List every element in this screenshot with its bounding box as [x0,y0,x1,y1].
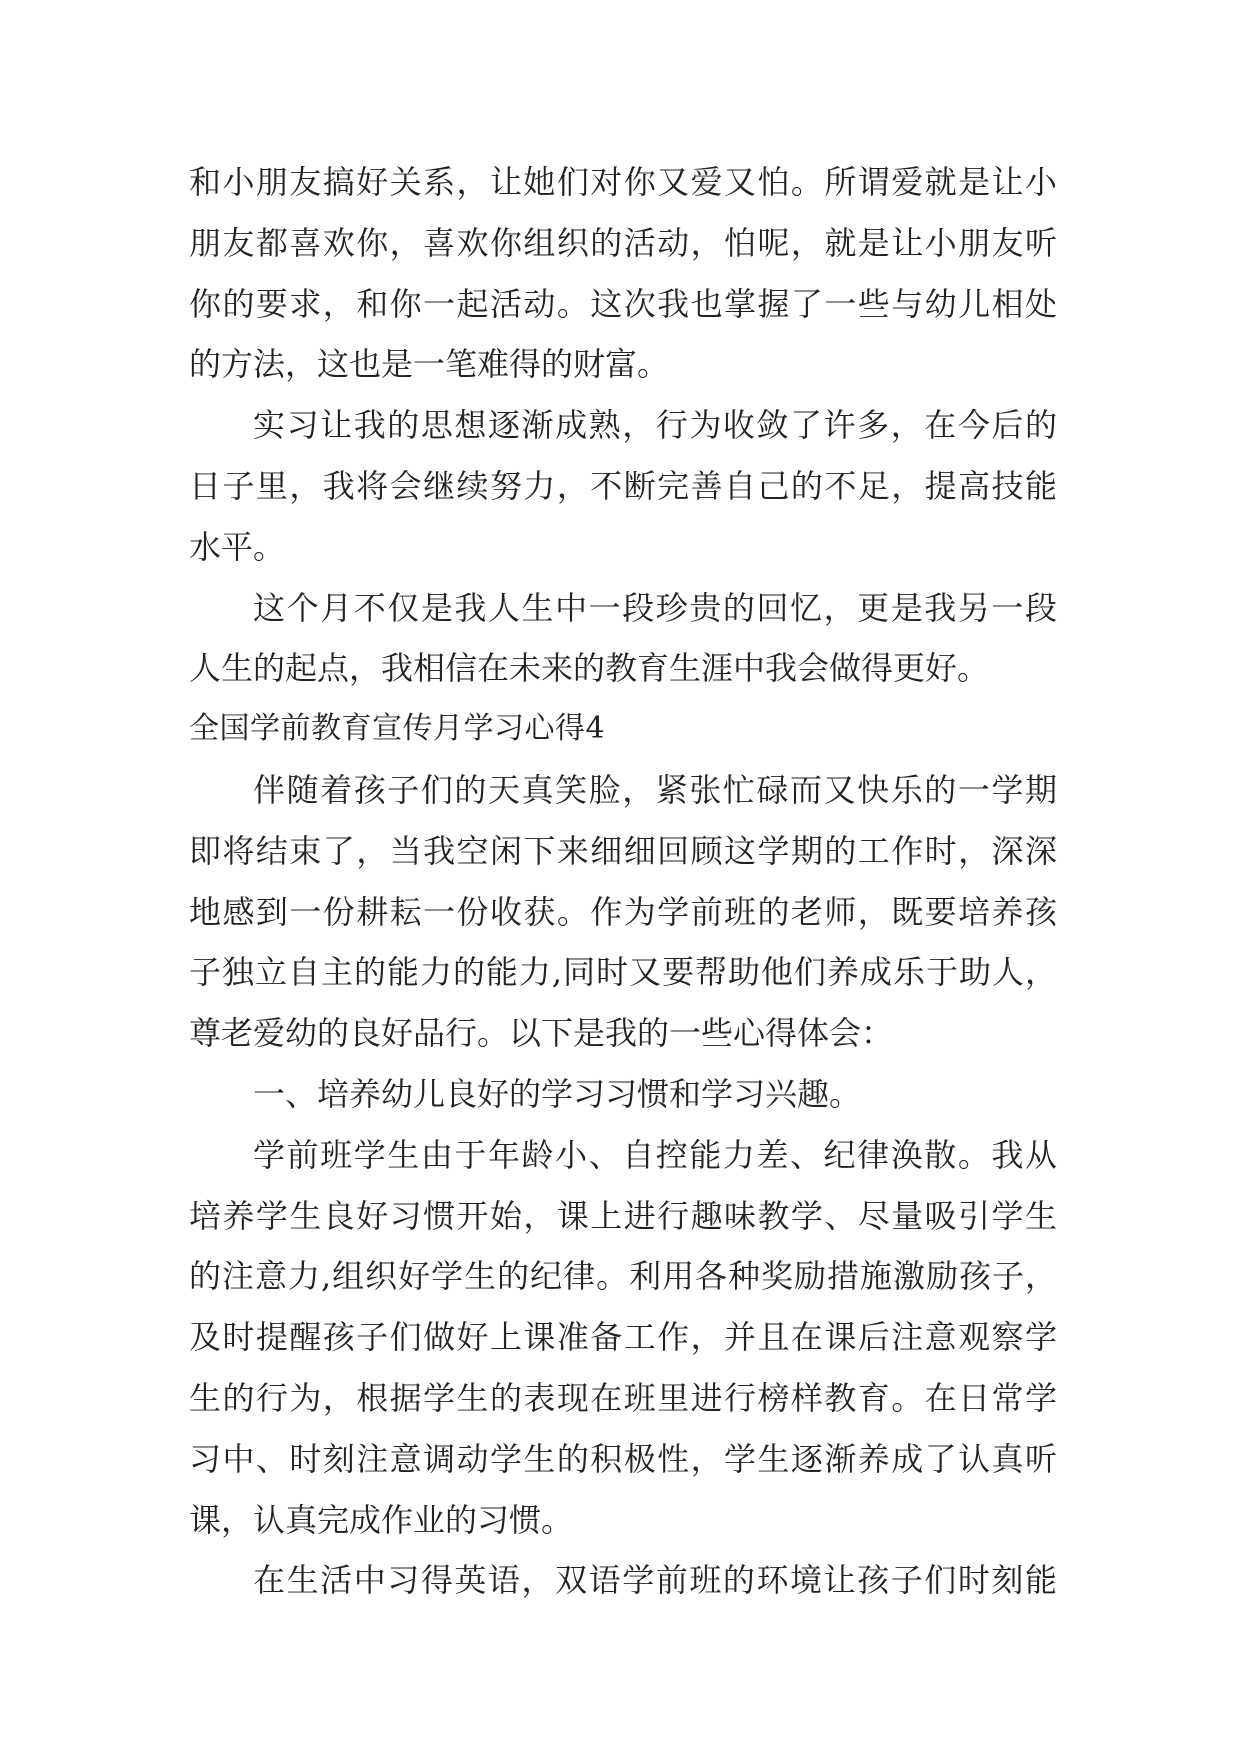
text-line: 课，认真完成作业的习惯。 [189,1500,574,1539]
text-line: 即将结束了，当我空闲下来细细回顾这学期的工作时，深深 [189,831,1057,870]
paragraph-first-line: 这个月不仅是我人生中一段珍贵的回忆，更是我另一段 [253,588,1057,627]
subheading-line: 一、培养幼儿良好的学习习惯和学习兴趣。 [253,1074,862,1113]
paragraph-first-line: 在生活中习得英语，双语学前班的环境让孩子们时刻能 [253,1561,1057,1600]
text-line: 水平。 [189,527,286,566]
text-line: 子独立自主的能力的能力,同时又要帮助他们养成乐于助人， [189,953,1057,992]
text-line: 你的要求，和你一起活动。这次我也掌握了一些与幼儿相处 [189,284,1057,323]
paragraph-first-line: 伴随着孩子们的天真笑脸，紧张忙碌而又快乐的一学期 [253,770,1057,809]
text-line: 日子里，我将会继续努力，不断完善自己的不足，提高技能 [189,466,1057,505]
document-body [189,152,1057,1611]
text-line: 习中、时刻注意调动学生的积极性，学生逐渐养成了认真听 [189,1439,1057,1478]
text-line: 尊老爱幼的良好品行。以下是我的一些心得体会： [189,1014,894,1053]
text-line: 朋友都喜欢你，喜欢你组织的活动，怕呢，就是让小朋友听 [189,223,1057,262]
text-line: 及时提醒孩子们做好上课准备工作，并且在课后注意观察学 [189,1318,1057,1357]
text-line: 地感到一份耕耘一份收获。作为学前班的老师，既要培养孩 [189,892,1057,931]
text-line: 和小朋友搞好关系，让她们对你又爱又怕。所谓爱就是让小 [189,163,1057,201]
text-line: 生的行为，根据学生的表现在班里进行榜样教育。在日常学 [189,1378,1057,1417]
paragraph-first-line: 学前班学生由于年龄小、自控能力差、纪律涣散。我从 [253,1135,1057,1174]
text-line: 培养学生良好习惯开始，课上进行趣味教学、尽量吸引学生 [189,1196,1057,1235]
text-line: 的方法，这也是一笔难得的财富。 [189,345,670,384]
section-heading: 全国学前教育宣传月学习心得4 [189,711,606,747]
paragraph-first-line: 实习让我的思想逐渐成熟，行为收敛了许多，在今后的 [253,406,1057,445]
text-line: 的注意力,组织好学生的纪律。利用各种奖励措施激励孩子， [189,1257,1057,1296]
text-line: 人生的起点，我相信在未来的教育生涯中我会做得更好。 [189,649,990,688]
